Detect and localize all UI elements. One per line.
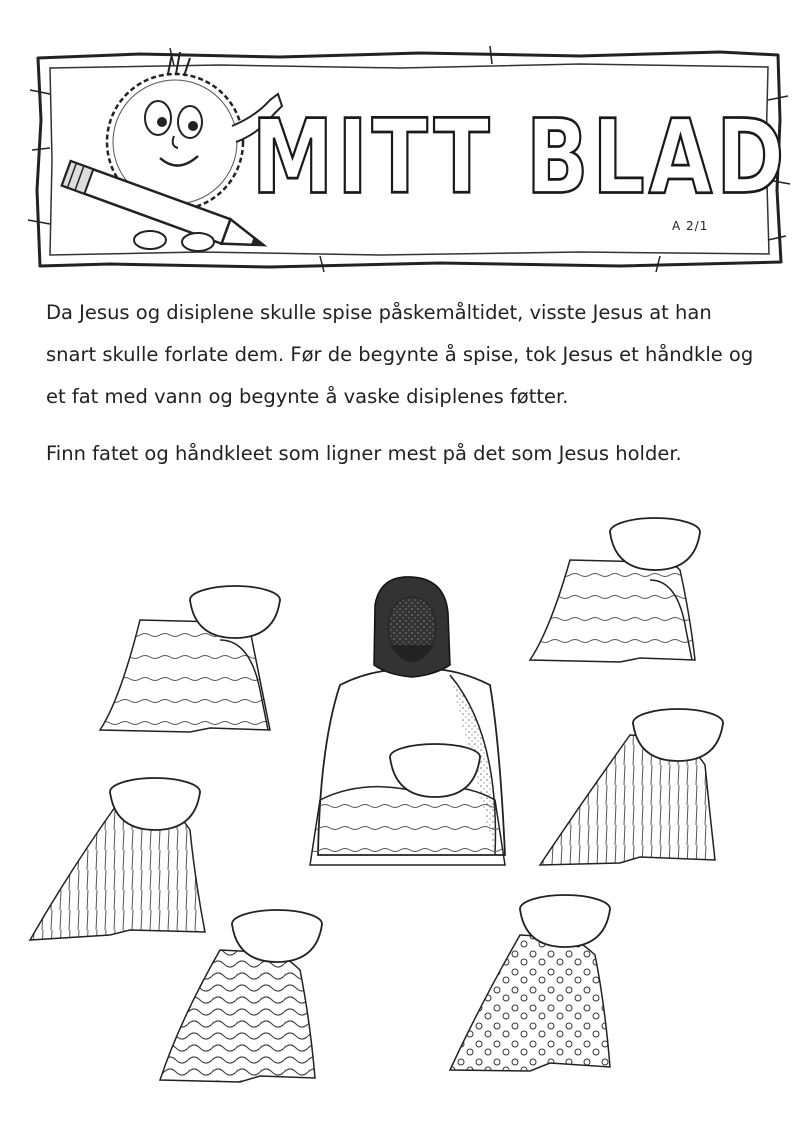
illustrations-area [0,490,800,1130]
logo-title: MITT BLAD [251,97,789,217]
bowl-towel-option-bottom-right[interactable] [450,895,610,1071]
bowl-towel-option-top-left[interactable] [100,586,280,732]
intro-paragraph: Da Jesus og disiplene skulle spise påskemåltidet, visste Jesus at han snart skulle forlate dem. Før de begynte å spise, tok Jesus et håndkle og et fat med vann og begynte å vaske disiplenes føtter. [46,301,754,408]
bowl-towel-option-middle-left[interactable] [30,778,205,940]
bowl-towel-option-bottom-left[interactable] [160,910,322,1082]
bowl-towel-option-top-right[interactable] [530,518,700,662]
page-code: A 2/1 [672,219,709,233]
mascot-icon [62,52,282,257]
header-banner [20,30,795,275]
instruction-paragraph: Finn fatet og håndkleet som ligner mest på det som Jesus holder. [46,442,682,465]
bowl-towel-option-middle-right[interactable] [540,709,723,865]
jesus-figure-icon [310,577,505,865]
